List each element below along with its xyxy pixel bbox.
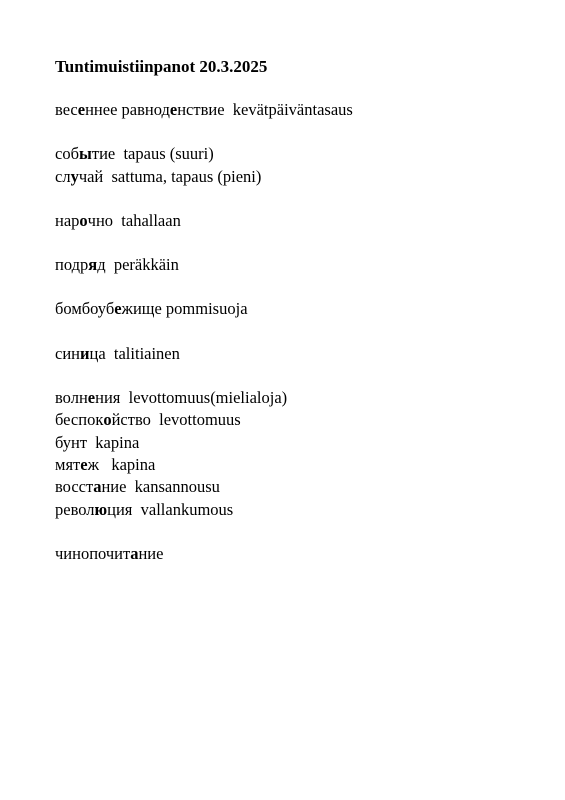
vocabulary-group bbox=[55, 543, 545, 565]
word-text: бунт kapina bbox=[55, 432, 140, 452]
stressed-vowel: е bbox=[77, 100, 86, 119]
page-title: Tuntimuistiinpanot 20.3.2025 bbox=[55, 57, 268, 76]
word-text: тие tapaus (suuri) bbox=[91, 144, 214, 164]
stressed-vowel: я bbox=[88, 255, 98, 275]
word-text: соб bbox=[55, 144, 79, 164]
vocabulary-group bbox=[55, 254, 545, 276]
word-text: бомбоуб bbox=[55, 299, 115, 319]
vocabulary-group bbox=[55, 99, 545, 121]
vocabulary-line bbox=[55, 210, 545, 232]
word-text: нар bbox=[55, 210, 80, 230]
word-text: мят bbox=[55, 454, 81, 474]
vocabulary-line bbox=[55, 543, 545, 565]
word-text: сл bbox=[55, 166, 71, 186]
word-text: чно tahallaan bbox=[87, 210, 181, 230]
word-text: подр bbox=[55, 255, 89, 275]
stressed-vowel: о bbox=[103, 410, 112, 430]
word-text: восст bbox=[55, 477, 94, 497]
word-text: нствие kevätpäiväntasaus bbox=[177, 100, 353, 119]
word-text: ция vallankumous bbox=[107, 499, 234, 519]
vocabulary-list bbox=[55, 99, 545, 587]
stressed-vowel: е bbox=[87, 388, 96, 408]
stressed-vowel: е bbox=[169, 100, 178, 119]
vocabulary-line bbox=[55, 409, 545, 431]
word-text: ние bbox=[138, 543, 164, 563]
word-text: ннее равнод bbox=[85, 100, 170, 119]
word-text: ние kansannousu bbox=[101, 477, 220, 497]
word-text: син bbox=[55, 343, 80, 363]
word-text: беспок bbox=[55, 410, 104, 430]
word-text: д peräkkäin bbox=[97, 255, 179, 275]
stressed-vowel: а bbox=[130, 543, 139, 563]
word-text: йство levottomuus bbox=[111, 410, 241, 430]
word-text: жище pommisuoja bbox=[121, 299, 248, 319]
word-text: ца talitiainen bbox=[89, 343, 180, 363]
vocabulary-line bbox=[55, 143, 545, 165]
vocabulary-line bbox=[55, 476, 545, 498]
vocabulary-line bbox=[55, 166, 545, 188]
vocabulary-line bbox=[55, 432, 545, 454]
stressed-vowel: ю bbox=[94, 499, 108, 519]
word-text: ния levottomuus(mielialoja) bbox=[95, 388, 288, 408]
stressed-vowel: о bbox=[79, 210, 88, 230]
vocabulary-group bbox=[55, 298, 545, 320]
vocabulary-line bbox=[55, 387, 545, 409]
vocabulary-group bbox=[55, 343, 545, 365]
vocabulary-line bbox=[55, 99, 545, 121]
stressed-vowel: ы bbox=[78, 144, 92, 164]
vocabulary-group bbox=[55, 387, 545, 521]
word-text: волн bbox=[55, 388, 88, 408]
vocabulary-line bbox=[55, 343, 545, 365]
stressed-vowel: у bbox=[70, 166, 79, 186]
vocabulary-line bbox=[55, 254, 545, 276]
vocabulary-group bbox=[55, 143, 545, 188]
word-text: вес bbox=[55, 100, 78, 119]
word-text: ж kapina bbox=[87, 454, 156, 474]
word-text: чай sattuma, tapaus (pieni) bbox=[78, 166, 262, 186]
vocabulary-group bbox=[55, 210, 545, 232]
vocabulary-line bbox=[55, 499, 545, 521]
stressed-vowel: а bbox=[93, 477, 102, 497]
word-text: чинопочит bbox=[55, 543, 131, 563]
vocabulary-line bbox=[55, 454, 545, 476]
stressed-vowel: и bbox=[79, 343, 90, 363]
vocabulary-line bbox=[55, 298, 545, 320]
stressed-vowel: е bbox=[114, 299, 122, 319]
stressed-vowel: е bbox=[80, 454, 88, 474]
word-text: револ bbox=[55, 499, 95, 519]
